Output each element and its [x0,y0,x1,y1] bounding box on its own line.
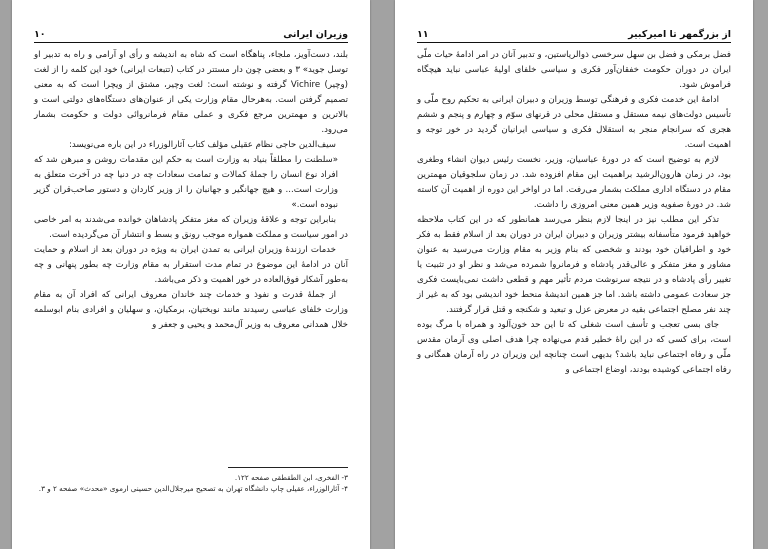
footnote-rule [228,467,348,468]
paragraph: جای بسی تعجب و تأسف است شغلی که تا این حد خون‌آلود و همراه با مرگ بوده است، برای کسی که در این راهٔ خطیر قدم می‌نهاده چرا هدف اصلی وی آرمان مقدس ملّی و رفاه اجتماعی نباید باشد؟ بدیهی است چنانچه این وزیران در راه آرمان همگانی و رفاه اجتماعی کوشیده بودند، اوضاع اجتماعی و [417,320,731,375]
footnote: ۴- آثارالوزراء، عقیلی چاپ دانشگاه تهران به تصحیح میرجلال‌الدین حسینی ارموی «محدث» صفحه ۲ و ۳. [38,484,348,493]
page-number: ۱۱ [417,29,429,40]
paragraph: بلند، دست‌آویز، ملجاء، پناهگاه است که شاه به اندیشه و رأی او آرامی و راه به تدبیر او توسل جوید» ۳ و بعضی چون دار مستتر در کتاب (تتبعات ایرانی) خود این کلمه را از لغت (وچیر) Vichire گرفته و نوشته است: لغت وچیر، مشتق از ویچرا است که به معنی تصمیم گرفتن است. به‌هرحال مقام وزارت یکی از عنوان‌های دستگاه‌های دولتی است و بالاترین و مهمترین مرجع فکری و عملی مقام فرمانروائی دولت و حکومت بشمار می‌رود. [34,50,348,135]
footnote: ۳- الفخری، ابن الطقطقی صفحه ۱۲۲. [234,473,348,482]
paragraph: ادامهٔ این خدمت فکری و فرهنگی توسط وزیران و دبیران ایرانی به تحکیم روح ملّی و تأسیس دولت‌های نیمه مستقل و مستقل محلی در قرنهای سوّم و چهارم و پنجم و ششم هجری که سرانجام منجر به استقلال فکری و سیاسی ایرانیان گردید در خور توجه و اهمیت است. [417,95,731,150]
header-rule [34,42,348,43]
paragraph: سیف‌الدین حاجی نظام عقیلی مؤلف کتاب آثارالوزراء در این باره می‌نویسد: [68,140,336,150]
running-title: از بزرگمهر تا امیرکبیر [628,29,731,40]
footnotes [34,472,348,494]
paragraph: فضل برمکی و فضل بن سهل سرخسی ذوالریاستین، و تدبیر آنان در امر ادامهٔ حیات ملّی ایران در دوران حکومت خفقان‌آور فکری و سیاسی خلفای اولیهٔ عباسی نباید هیچگاه فراموش شود. [417,50,731,90]
page-10 [12,0,370,549]
paragraph: خدمات ارزندهٔ وزیران ایرانی به تمدن ایران به ویژه در دوران بعد از اسلام و حمایت آنان در ادامهٔ این موضوع در تمام مدت استقرار به مقام وزارت چه بطور پنهانی و چه به‌طور آشکار فوق‌العاده در خور اهمیت و ذکر می‌باشد. [34,245,348,285]
paragraph: لازم به توضیح است که در دورهٔ عباسیان، وزیر، نخست رئیس دیوان انشاء وطغری بود، در زمان هارون‌الرشید براهمیت این مقام افزوده شد. در زمان سلجوقیان مهمترین مقام در دستگاه اداری مملکت بشمار می‌رفت. اما در اواخر این دوره از اهمیت آن کاسته شد. در دورهٔ صفویه وزیر همین معنی امروزی را داشت. [417,155,731,210]
quotation: «سلطنت را مطلقاً بنیاد به وزارت است به حکم این مقدمات روشن و مبرهن شد که افراد نوع انسان را جملهٔ کمالات و تمامت سعادات چه در دنیا چه در آخرت متعلق به وزارت است... و هیچ جهانگیر و جهانبان را از وزیر کاردان و دستور صاحب‌قران گزیر نبوده است.» [34,155,338,210]
page-number: ۱۰ [34,29,46,40]
header-rule [417,42,731,43]
running-title: وزیران ایرانی [283,29,348,40]
page-header [417,22,731,40]
page-body [34,48,348,333]
page-11 [395,0,753,549]
paragraph: تذکر این مطلب نیز در اینجا لازم بنظر می‌رسد همانطور که در این کتاب ملاحظه خواهید فرمود متأسفانه بیشتر وزیران و دبیران ایران در دوران بعد از اسلام فقط به فکر خود و اطرافیان خود بودند و شخصی که بنام وزیر به مقام وزارت می‌رسید به عنوان مشاور و مغز متفکر و عالی‌قدر پادشاه و فرمانروا شمرده می‌شد و نظر او در تثبیت یا تغییر رأی پادشاه و در نتیجه سرنوشت مردم تأثیر مهم و قطعی داشت نمی‌بایست فکری جز سعادت عمومی داشته باشد. اما جز همین اندیشهٔ منحط خود اندیشی بود که به غیر از چند نفر مصلح اجتماعی بقیه در معرض عزل و تبعید و شکنجه و قتل قرار گرفتند. [417,215,731,315]
page-body [417,48,731,378]
paragraph: از جملهٔ قدرت و نفوذ و خدمات چند خاندان معروف ایرانی که افراد آن به مقام وزارت خلفای عباسی رسیدند مانند نوبختیان، برمکیان، و سهلیان و افرادی بنام ابوسلمه خلال همدانی معروف به وزیر آل‌محمد و یحیی و جعفر و [34,290,348,330]
paragraph: بنابراین توجه و علاقهٔ وزیران که مغز متفکر پادشاهان خوانده می‌شدند به امر خاصی در امور سیاست و مملکت همواره موجب رونق و بسط و انتشار آن می‌گردیده است. [34,215,348,240]
page-header [34,22,348,40]
